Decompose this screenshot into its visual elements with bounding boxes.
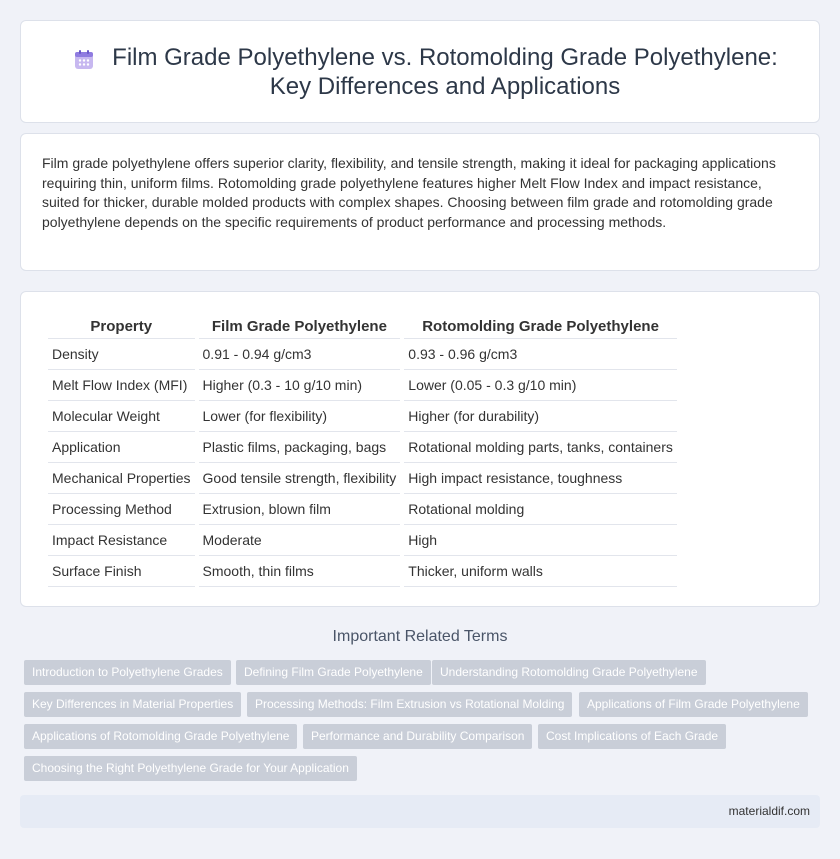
column-header: Film Grade Polyethylene xyxy=(199,316,401,339)
column-header: Rotomolding Grade Polyethylene xyxy=(404,316,677,339)
related-term-tag[interactable]: Cost Implications of Each Grade xyxy=(538,724,726,749)
table-row xyxy=(48,370,677,401)
summary-card xyxy=(20,133,820,271)
table-cell: High impact resistance, toughness xyxy=(404,463,677,494)
table-row xyxy=(48,556,677,587)
table-cell: Plastic films, packaging, bags xyxy=(199,432,401,463)
column-header: Property xyxy=(48,316,195,339)
footer xyxy=(20,795,820,828)
footer-site[interactable]: materialdif.com xyxy=(728,804,810,818)
related-term-tag[interactable]: Applications of Film Grade Polyethylene xyxy=(579,692,808,717)
table-cell: Smooth, thin films xyxy=(199,556,401,587)
table-cell: Good tensile strength, flexibility xyxy=(199,463,401,494)
table-cell: Rotational molding xyxy=(404,494,677,525)
table-row xyxy=(48,432,677,463)
table-cell: Higher (for durability) xyxy=(404,401,677,432)
related-term-tag[interactable]: Applications of Rotomolding Grade Polyethylene xyxy=(24,724,297,749)
related-term-tag[interactable]: Processing Methods: Film Extrusion vs Rotational Molding xyxy=(247,692,572,717)
related-term-tag[interactable]: Choosing the Right Polyethylene Grade for Your Application xyxy=(24,756,357,781)
related-term-tag[interactable]: Key Differences in Material Properties xyxy=(24,692,241,717)
table-cell: Density xyxy=(48,339,195,370)
table-cell: Molecular Weight xyxy=(48,401,195,432)
table-cell: 0.93 - 0.96 g/cm3 xyxy=(404,339,677,370)
table-cell: Application xyxy=(48,432,195,463)
table-cell: Extrusion, blown film xyxy=(199,494,401,525)
table-cell: Processing Method xyxy=(48,494,195,525)
table-header-row xyxy=(48,316,677,339)
table-cell: Moderate xyxy=(199,525,401,556)
table-cell: Mechanical Properties xyxy=(48,463,195,494)
comparison-table xyxy=(44,316,681,587)
title-card xyxy=(20,20,820,123)
related-term-tag[interactable]: Introduction to Polyethylene Grades xyxy=(24,660,231,685)
table-row xyxy=(48,401,677,432)
summary-text: Film grade polyethylene offers superior clarity, flexibility, and tensile strength, making it ideal for packaging applications requiring thin, uniform films. Rotomolding grade polyethylene features higher Melt Flow Index and impact resistance, suited for thicker, durable molded products with complex shapes. Choosing between film grade and rotomolding grade polyethylene depends on the specific requirements of product performance and processing methods. xyxy=(42,155,776,230)
table-cell: Thicker, uniform walls xyxy=(404,556,677,587)
table-cell: Impact Resistance xyxy=(48,525,195,556)
table-cell: Higher (0.3 - 10 g/10 min) xyxy=(199,370,401,401)
comparison-table-card xyxy=(20,291,820,607)
table-row xyxy=(48,525,677,556)
table-cell: High xyxy=(404,525,677,556)
table-row xyxy=(48,463,677,494)
table-cell: Surface Finish xyxy=(48,556,195,587)
page-title: Film Grade Polyethylene vs. Rotomolding Grade Polyethylene: Key Differences and Applications xyxy=(112,44,778,100)
related-term-tag[interactable]: Defining Film Grade Polyethylene xyxy=(236,660,431,685)
table-cell: Melt Flow Index (MFI) xyxy=(48,370,195,401)
table-cell: Lower (for flexibility) xyxy=(199,401,401,432)
table-cell: 0.91 - 0.94 g/cm3 xyxy=(199,339,401,370)
table-cell: Lower (0.05 - 0.3 g/10 min) xyxy=(404,370,677,401)
table-cell: Rotational molding parts, tanks, containers xyxy=(404,432,677,463)
table-row xyxy=(48,339,677,370)
related-term-tag[interactable]: Understanding Rotomolding Grade Polyethylene xyxy=(432,660,706,685)
table-row xyxy=(48,494,677,525)
related-terms-heading: Important Related Terms xyxy=(332,628,508,645)
related-term-tag[interactable]: Performance and Durability Comparison xyxy=(303,724,532,749)
